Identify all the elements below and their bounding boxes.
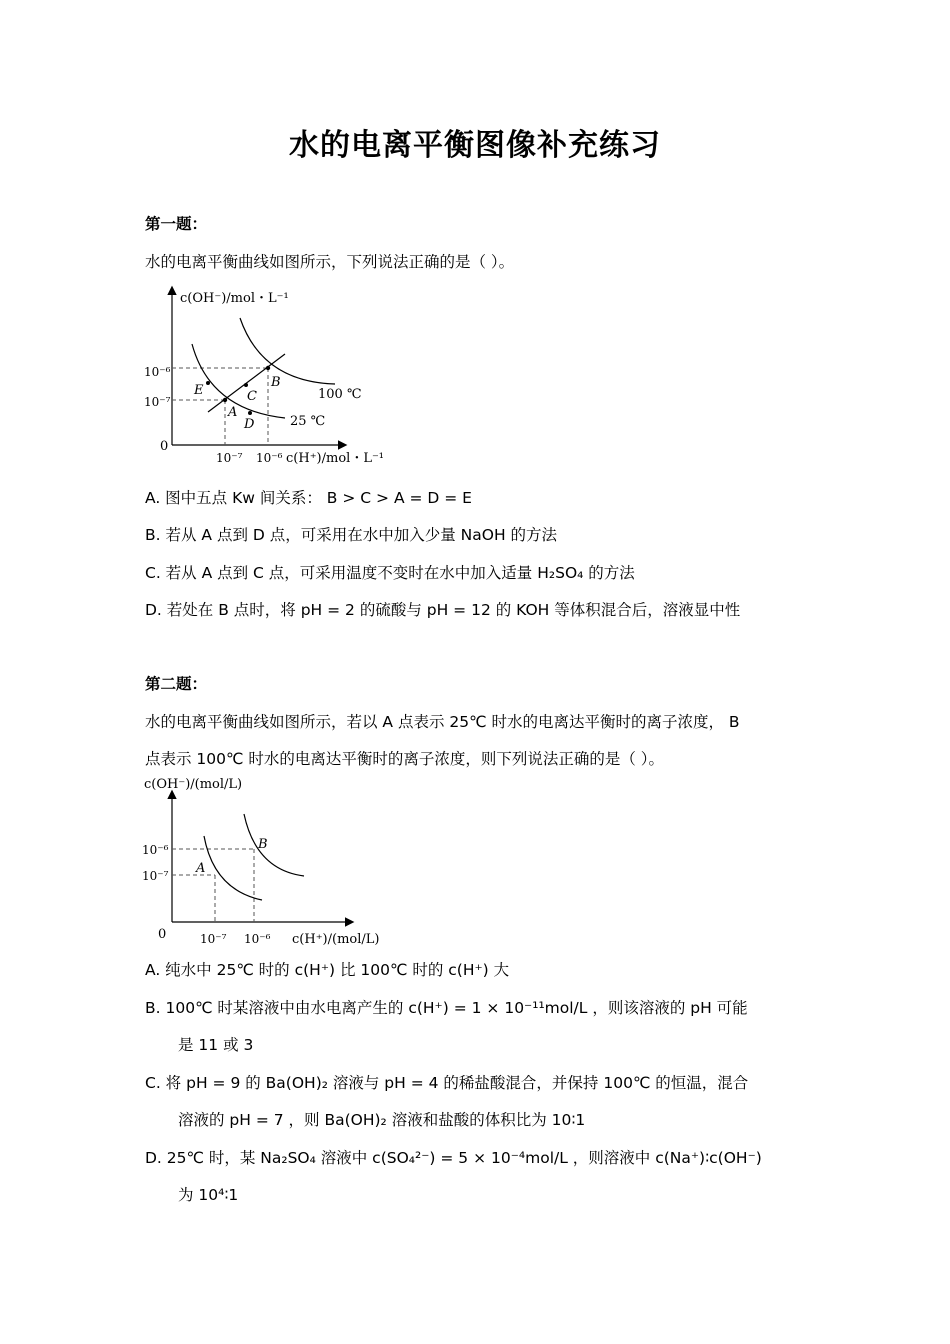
q1-option-a: A. 图中五点 Kw 间关系： B > C > A = D = E xyxy=(145,489,472,507)
q1-point-D: D xyxy=(244,417,255,432)
q2-option-c: C. 将 pH = 9 的 Ba(OH)₂ 溶液与 pH = 4 的稀盐酸混合，并保持 100℃ 的恒温，混合 xyxy=(145,1074,749,1092)
q2-option-c-cont: 溶液的 pH = 7 ，则 Ba(OH)₂ 溶液和盐酸的体积比为 10∶1 xyxy=(178,1111,586,1129)
q1-heading: 第一题： xyxy=(145,215,208,233)
q1-option-b: B. 若从 A 点到 D 点，可采用在水中加入少量 NaOH 的方法 xyxy=(145,526,558,544)
q2-option-a: A. 纯水中 25℃ 时的 c(H⁺) 比 100℃ 时的 c(H⁺) 大 xyxy=(145,961,510,979)
q1-point-A: A xyxy=(228,405,238,420)
q1-graph xyxy=(140,282,390,472)
q1-stem: 水的电离平衡曲线如图所示，下列说法正确的是（ ）。 xyxy=(145,253,515,271)
q2-stem-line-2: 点表示 100℃ 时水的电离达平衡时的离子浓度，则下列说法正确的是（ ）。 xyxy=(145,750,665,768)
q2-option-d: D. 25℃ 时，某 Na₂SO₄ 溶液中 c(SO₄²⁻) = 5 × 10⁻⁴mol/L ，则溶液中 c(Na⁺)∶c(OH⁻) xyxy=(145,1149,762,1167)
q1-x-tick-2: 10⁻⁶ xyxy=(256,451,283,465)
q1-point-E: E xyxy=(194,383,204,398)
q1-x-label: c(H⁺)/mol・L⁻¹ xyxy=(286,451,385,466)
q2-curve-A xyxy=(204,836,262,900)
q1-x-tick-1: 10⁻⁷ xyxy=(216,451,243,465)
q1-curve-100 xyxy=(240,318,335,384)
q2-x-tick-1: 10⁻⁷ xyxy=(200,932,227,946)
q2-x-label: c(H⁺)/(mol/L) xyxy=(292,932,380,947)
q1-point-B: B xyxy=(271,375,281,390)
q1-origin: 0 xyxy=(160,439,169,454)
q1-option-d: D. 若处在 B 点时，将 pH = 2 的硫酸与 pH = 12 的 KOH 等体积混合后，溶液显中性 xyxy=(145,601,741,619)
q1-y-tick-1: 10⁻⁶ xyxy=(144,365,171,379)
q2-graph xyxy=(140,772,390,950)
q2-y-tick-1: 10⁻⁶ xyxy=(142,843,169,857)
q1-y-tick-2: 10⁻⁷ xyxy=(144,395,171,409)
q1-y-label: c(OH⁻)/mol・L⁻¹ xyxy=(180,291,289,306)
q2-stem-line-1: 水的电离平衡曲线如图所示，若以 A 点表示 25℃ 时水的电离达平衡时的离子浓度， B xyxy=(145,713,740,731)
q2-y-tick-2: 10⁻⁷ xyxy=(142,869,169,883)
q2-origin: 0 xyxy=(158,927,167,942)
q2-x-tick-2: 10⁻⁶ xyxy=(244,932,271,946)
q1-curve-100-label: 100 ℃ xyxy=(318,387,362,402)
q1-option-c: C. 若从 A 点到 C 点，可采用温度不变时在水中加入适量 H₂SO₄ 的方法 xyxy=(145,564,635,582)
q2-y-label: c(OH⁻)/(mol/L) xyxy=(144,777,243,792)
q2-point-A: A xyxy=(196,861,206,876)
q1-curve-25-label: 25 ℃ xyxy=(290,414,326,429)
q2-option-b-cont: 是 11 或 3 xyxy=(178,1036,254,1054)
q1-point-C: C xyxy=(247,389,257,404)
q2-option-b: B. 100℃ 时某溶液中由水电离产生的 c(H⁺) = 1 × 10⁻¹¹mol/L ，则该溶液的 pH 可能 xyxy=(145,999,748,1017)
q2-option-d-cont: 为 10⁴∶1 xyxy=(178,1186,239,1204)
q2-point-B: B xyxy=(258,837,268,852)
q2-curve-B xyxy=(244,814,304,876)
q2-heading: 第二题： xyxy=(145,675,208,693)
page-title: 水的电离平衡图像补充练习 xyxy=(289,128,661,163)
